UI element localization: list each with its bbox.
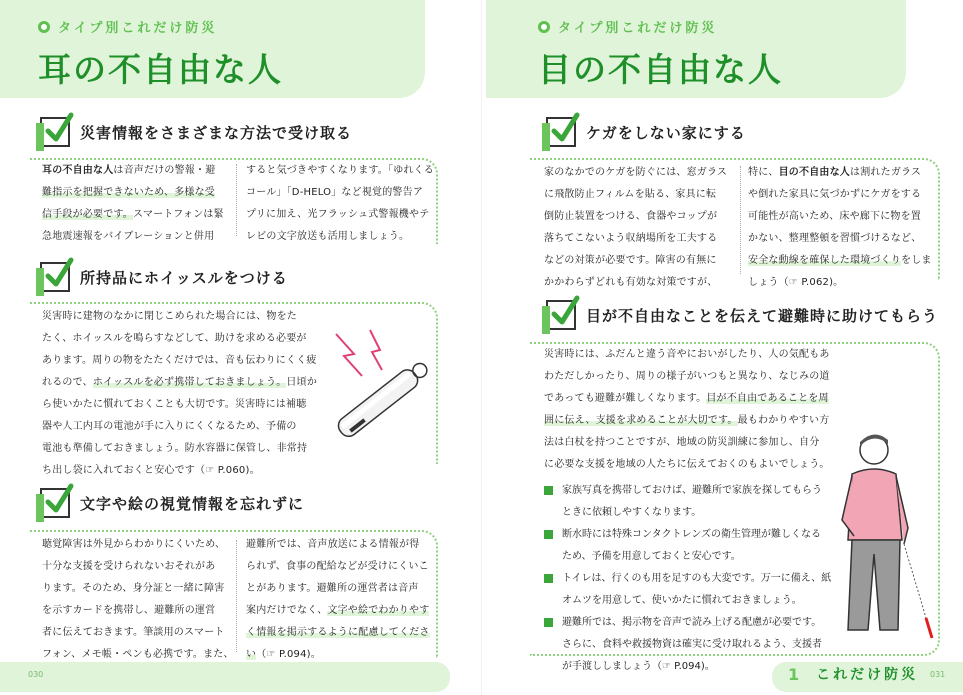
text-line: しょう（☞ P.062)。 xyxy=(748,277,844,288)
column-divider xyxy=(236,164,237,236)
text-line: かない、整理整頓を習慣づけるなど、 xyxy=(748,233,922,244)
right-section-1-title: ケガをしない家にする xyxy=(586,123,746,142)
text-line: ら使いかたに慣れておくことも大切です。災害時には補聴 xyxy=(42,399,307,410)
right-tips-list xyxy=(544,480,844,678)
right-section-1-col1 xyxy=(544,162,740,294)
chapter-title: これだけ防災 xyxy=(816,667,919,683)
text-line: ち出し袋に入れておくと安心です（☞ P.060)。 xyxy=(42,465,260,476)
text-line: 案内だけでなく、文字や絵でわかりやす xyxy=(246,605,430,616)
square-bullet-icon xyxy=(544,618,553,627)
chapter-label xyxy=(788,664,918,684)
left-section-3-col2 xyxy=(246,534,438,666)
left-section-1-col1 xyxy=(42,160,232,248)
list-item: 家族写真を携帯しておけば、避難所で家族を探してもらう ときに依頼しやすくなります。 xyxy=(544,480,844,524)
list-item: 避難所では、掲示物を音声で読み上げる配慮が必要です。 さらに、食料や救援物資は確実に受け取れるよう、支援者 が手渡ししましょう（☞ P.094)。 xyxy=(544,612,844,678)
text-line: 特に、目の不自由な人は割れたガラス xyxy=(748,167,922,178)
text-line: かかわらずどれも有効な対策ですが、 xyxy=(544,277,718,288)
check-icon xyxy=(40,488,70,518)
left-section-1-heading xyxy=(40,117,352,147)
text-line: られず、食事の配給などが受けにくいこ xyxy=(246,561,429,572)
text-line: に必要な支援を地域の人たちに伝えておくのもよいでしょう。 xyxy=(544,459,830,470)
left-kicker xyxy=(38,17,217,36)
text-line: とがあります。避難所の運営者は音声 xyxy=(246,583,419,594)
kicker-circle-icon xyxy=(38,21,50,33)
left-footer-band xyxy=(0,662,450,692)
text-line: 聴覚障害は外見からわかりにくいため、 xyxy=(42,539,226,550)
text-line: 難指示を把握できないため、多様な受 xyxy=(42,187,215,198)
text-line: 可能性が高いため、床や廊下に物を置 xyxy=(748,211,921,222)
check-icon xyxy=(40,262,70,292)
left-page xyxy=(0,0,481,695)
left-section-2-title: 所持品にホイッスルをつける xyxy=(80,268,288,287)
text-line: 安全な動線を確保した環境づくりをしま xyxy=(748,255,932,266)
text-line: 器や人工内耳の電池が手に入りにくくなるため、予備の xyxy=(42,421,297,432)
text-line: すると気づきやすくなります。「ゆれくる xyxy=(246,165,434,176)
right-section-2-heading xyxy=(546,300,938,330)
check-icon xyxy=(546,300,576,330)
left-section-2-heading xyxy=(40,262,288,292)
text-line: 急地震速報をバイブレーションと併用 xyxy=(42,231,215,242)
text-line: コール」「D-HELO」など視覚的警告ア xyxy=(246,187,424,198)
text-line: や倒れた家具に気づかずにケガをする xyxy=(748,189,922,200)
left-page-number: 030 xyxy=(28,670,44,679)
left-section-1-col2 xyxy=(246,160,436,248)
right-section-2-title: 目が不自由なことを伝えて避難時に助けてもらう xyxy=(586,306,939,325)
left-kicker-text: タイプ別これだけ防災 xyxy=(58,21,218,36)
text-line: く情報を掲示するように配慮してくださ xyxy=(246,627,430,638)
kicker-circle-icon xyxy=(538,21,550,33)
left-section-1-title: 災害情報をさまざまな方法で受け取る xyxy=(80,123,353,142)
square-bullet-icon xyxy=(544,530,553,539)
text-line: 災害時には、ふだんと違う音やにおいがしたり、人の気配もあ xyxy=(544,349,830,360)
text-line: プリに加え、光フラッシュ式警報機やテ xyxy=(246,209,430,220)
left-section-2-text xyxy=(42,306,332,482)
right-page-title: 目の不自由な人 xyxy=(538,50,783,89)
text-line: わただしかったり、周りの様子がいつもと異なり、なじみの道 xyxy=(544,371,830,382)
square-bullet-icon xyxy=(544,486,553,495)
text-line: 耳の不自由な人は音声だけの警報・避 xyxy=(42,165,216,176)
text-line: 法は白杖を持つことですが、地域の防災訓練に参加し、自分 xyxy=(544,437,820,448)
column-divider xyxy=(740,166,741,274)
text-line: であっても避難が難しくなります。目が不自由であることを周 xyxy=(544,393,829,404)
whistle-illustration xyxy=(322,320,442,440)
text-line: い（☞ P.094)。 xyxy=(246,649,321,660)
text-line: 避難所では、音声放送による情報が得 xyxy=(246,539,420,550)
right-section-1-heading xyxy=(546,117,746,147)
text-line: などの対策が必要です。障害の有無に xyxy=(544,255,717,266)
chapter-number: 1 xyxy=(788,664,803,684)
text-line: を示すカードを携帯し、避難所の運営 xyxy=(42,605,216,616)
left-page-title: 耳の不自由な人 xyxy=(38,50,283,89)
text-line: 災害時に建物のなかに閉じこめられた場合には、物をた xyxy=(42,311,297,322)
text-line: 十分な支援を受けられないおそれがあ xyxy=(42,561,216,572)
text-line: 倒防止装置をつける、食器やコップが xyxy=(544,211,718,222)
text-line: 電池も準備しておきましょう。防水容器に保管し、非常持 xyxy=(42,443,308,454)
right-kicker-text: タイプ別これだけ防災 xyxy=(558,21,718,36)
text-line: フォン、メモ帳・ペンも必携です。また、 xyxy=(42,649,234,660)
right-page xyxy=(482,0,963,695)
person-white-cane-illustration xyxy=(828,432,936,642)
square-bullet-icon xyxy=(544,574,553,583)
text-line: あります。周りの物をたたくだけでは、音も伝わりにくく疲 xyxy=(42,355,317,366)
text-line: れるので、ホイッスルを必ず携帯しておきましょう。日頃か xyxy=(42,377,318,388)
list-item: トイレは、行くのも用を足すのも大変です。万一に備え、紙 オムツを用意して、使いかたに慣れておきましょう。 xyxy=(544,568,844,612)
text-line: 落ちてこないよう収納場所を工夫する xyxy=(544,233,718,244)
right-kicker xyxy=(538,17,717,36)
check-icon xyxy=(40,117,70,147)
right-page-number: 031 xyxy=(930,670,946,679)
left-section-3-col1 xyxy=(42,534,236,666)
check-icon xyxy=(546,117,576,147)
text-line: 囲に伝え、支援を求めることが大切です。最もわかりやすい方 xyxy=(544,415,830,426)
text-line: 家のなかでのケガを防ぐには、窓ガラス xyxy=(544,167,728,178)
text-line: 者に伝えておきます。筆談用のスマート xyxy=(42,627,225,638)
text-line: ります。そのため、身分証と一緒に障害 xyxy=(42,583,225,594)
text-line: に飛散防止フィルムを貼る、家具に転 xyxy=(544,189,717,200)
list-item: 断水時には特殊コンタクトレンズの衛生管理が難しくなる ため、予備を用意しておくと安心です。 xyxy=(544,524,844,568)
text-line: レビの文字放送も活用しましょう。 xyxy=(246,231,410,242)
text-line: 信手段が必要です。スマートフォンは緊 xyxy=(42,209,224,220)
text-line: たく、ホイッスルを鳴らすなどして、助けを求める必要が xyxy=(42,333,307,344)
left-section-3-title: 文字や絵の視覚情報を忘れずに xyxy=(80,494,305,513)
column-divider xyxy=(236,540,237,652)
left-section-3-heading xyxy=(40,488,304,518)
right-section-1-col2 xyxy=(748,162,940,294)
